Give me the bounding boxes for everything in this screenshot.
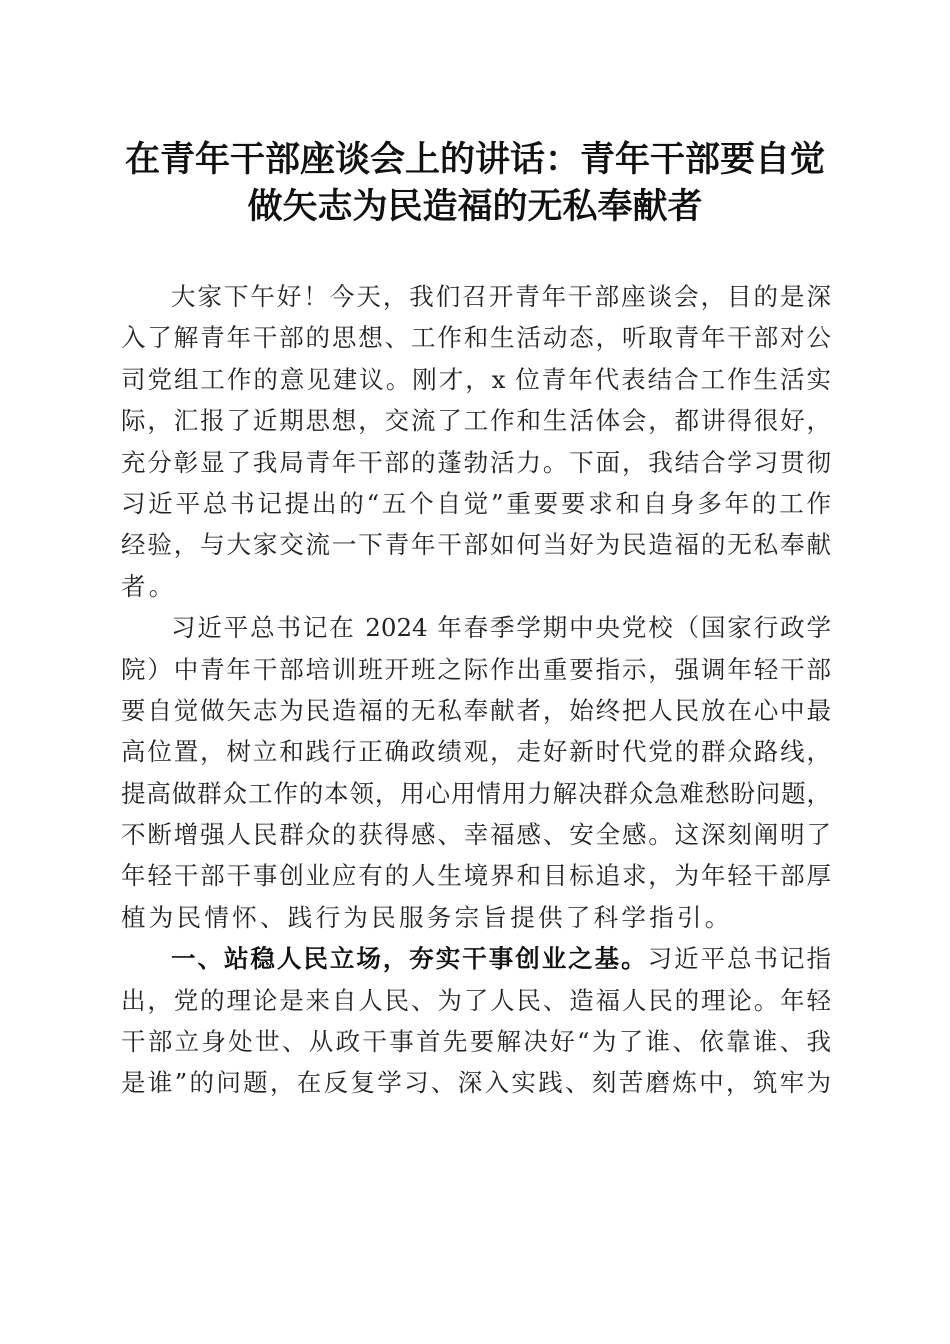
text-line: 年轻干部干事创业应有的人生境界和目标追求，为年轻干部厚 — [121, 861, 831, 891]
text-line: 习近平总书记提出的“五个自觉”重要要求和自身多年的工作 — [121, 488, 831, 518]
document-title — [100, 136, 850, 230]
title-line-1: 在青年干部座谈会上的讲话：青年干部要自觉 — [124, 139, 825, 180]
text-line: 经验，与大家交流一下青年干部如何当好为民造福的无私奉献 — [121, 530, 831, 560]
text-line: 习近平总书记在 2024 年春季学期中央党校（国家行政学 — [171, 613, 831, 643]
text-line: 充分彰显了我局青年干部的蓬勃活力。下面，我结合学习贯彻 — [121, 447, 831, 477]
section-heading-continuation: 习近平总书记指 — [647, 944, 831, 974]
title-line-2: 做矢志为民造福的无私奉献者 — [247, 186, 703, 227]
text-line: 植为民情怀、践行为民服务宗旨提供了科学指引。 — [121, 902, 733, 932]
paragraph-intro — [121, 276, 831, 607]
section-heading: 一、站稳人民立场，夯实干事创业之基。 — [171, 944, 648, 974]
text-line: 干部立身处世、从政干事首先要解决好“为了谁、依靠谁、我 — [121, 1027, 831, 1057]
text-line: 要自觉做矢志为民造福的无私奉献者，始终把人民放在心中最 — [121, 695, 831, 725]
paragraph-section-one — [121, 938, 831, 1104]
text-line: 大家下午好！今天，我们召开青年干部座谈会，目的是深 — [171, 282, 831, 311]
text-line: 不断增强人民群众的获得感、幸福感、安全感。这深刻阐明了 — [121, 820, 831, 850]
text-line: 际，汇报了近期思想，交流了工作和生活体会，都讲得很好， — [121, 406, 831, 436]
text-line: 是谁”的问题，在反复学习、深入实践、刻苦磨炼中，筑牢为 — [121, 1068, 831, 1098]
paragraph-instruction — [121, 607, 831, 938]
text-line: 高位置，树立和践行正确政绩观，走好新时代党的群众路线， — [121, 737, 831, 767]
text-line: 者。 — [121, 571, 177, 601]
text-line: 司党组工作的意见建议。刚才，x 位青年代表结合工作生活实 — [121, 364, 831, 394]
document-body — [121, 276, 831, 1104]
text-line — [121, 938, 831, 979]
text-line: 提高做群众工作的本领，用心用情用力解决群众急难愁盼问题， — [121, 778, 831, 808]
text-line: 出，党的理论是来自人民、为了人民、造福人民的理论。年轻 — [121, 985, 831, 1015]
text-line: 入了解青年干部的思想、工作和生活动态，听取青年干部对公 — [121, 323, 831, 353]
text-line: 院）中青年干部培训班开班之际作出重要指示，强调年轻干部 — [121, 654, 831, 684]
